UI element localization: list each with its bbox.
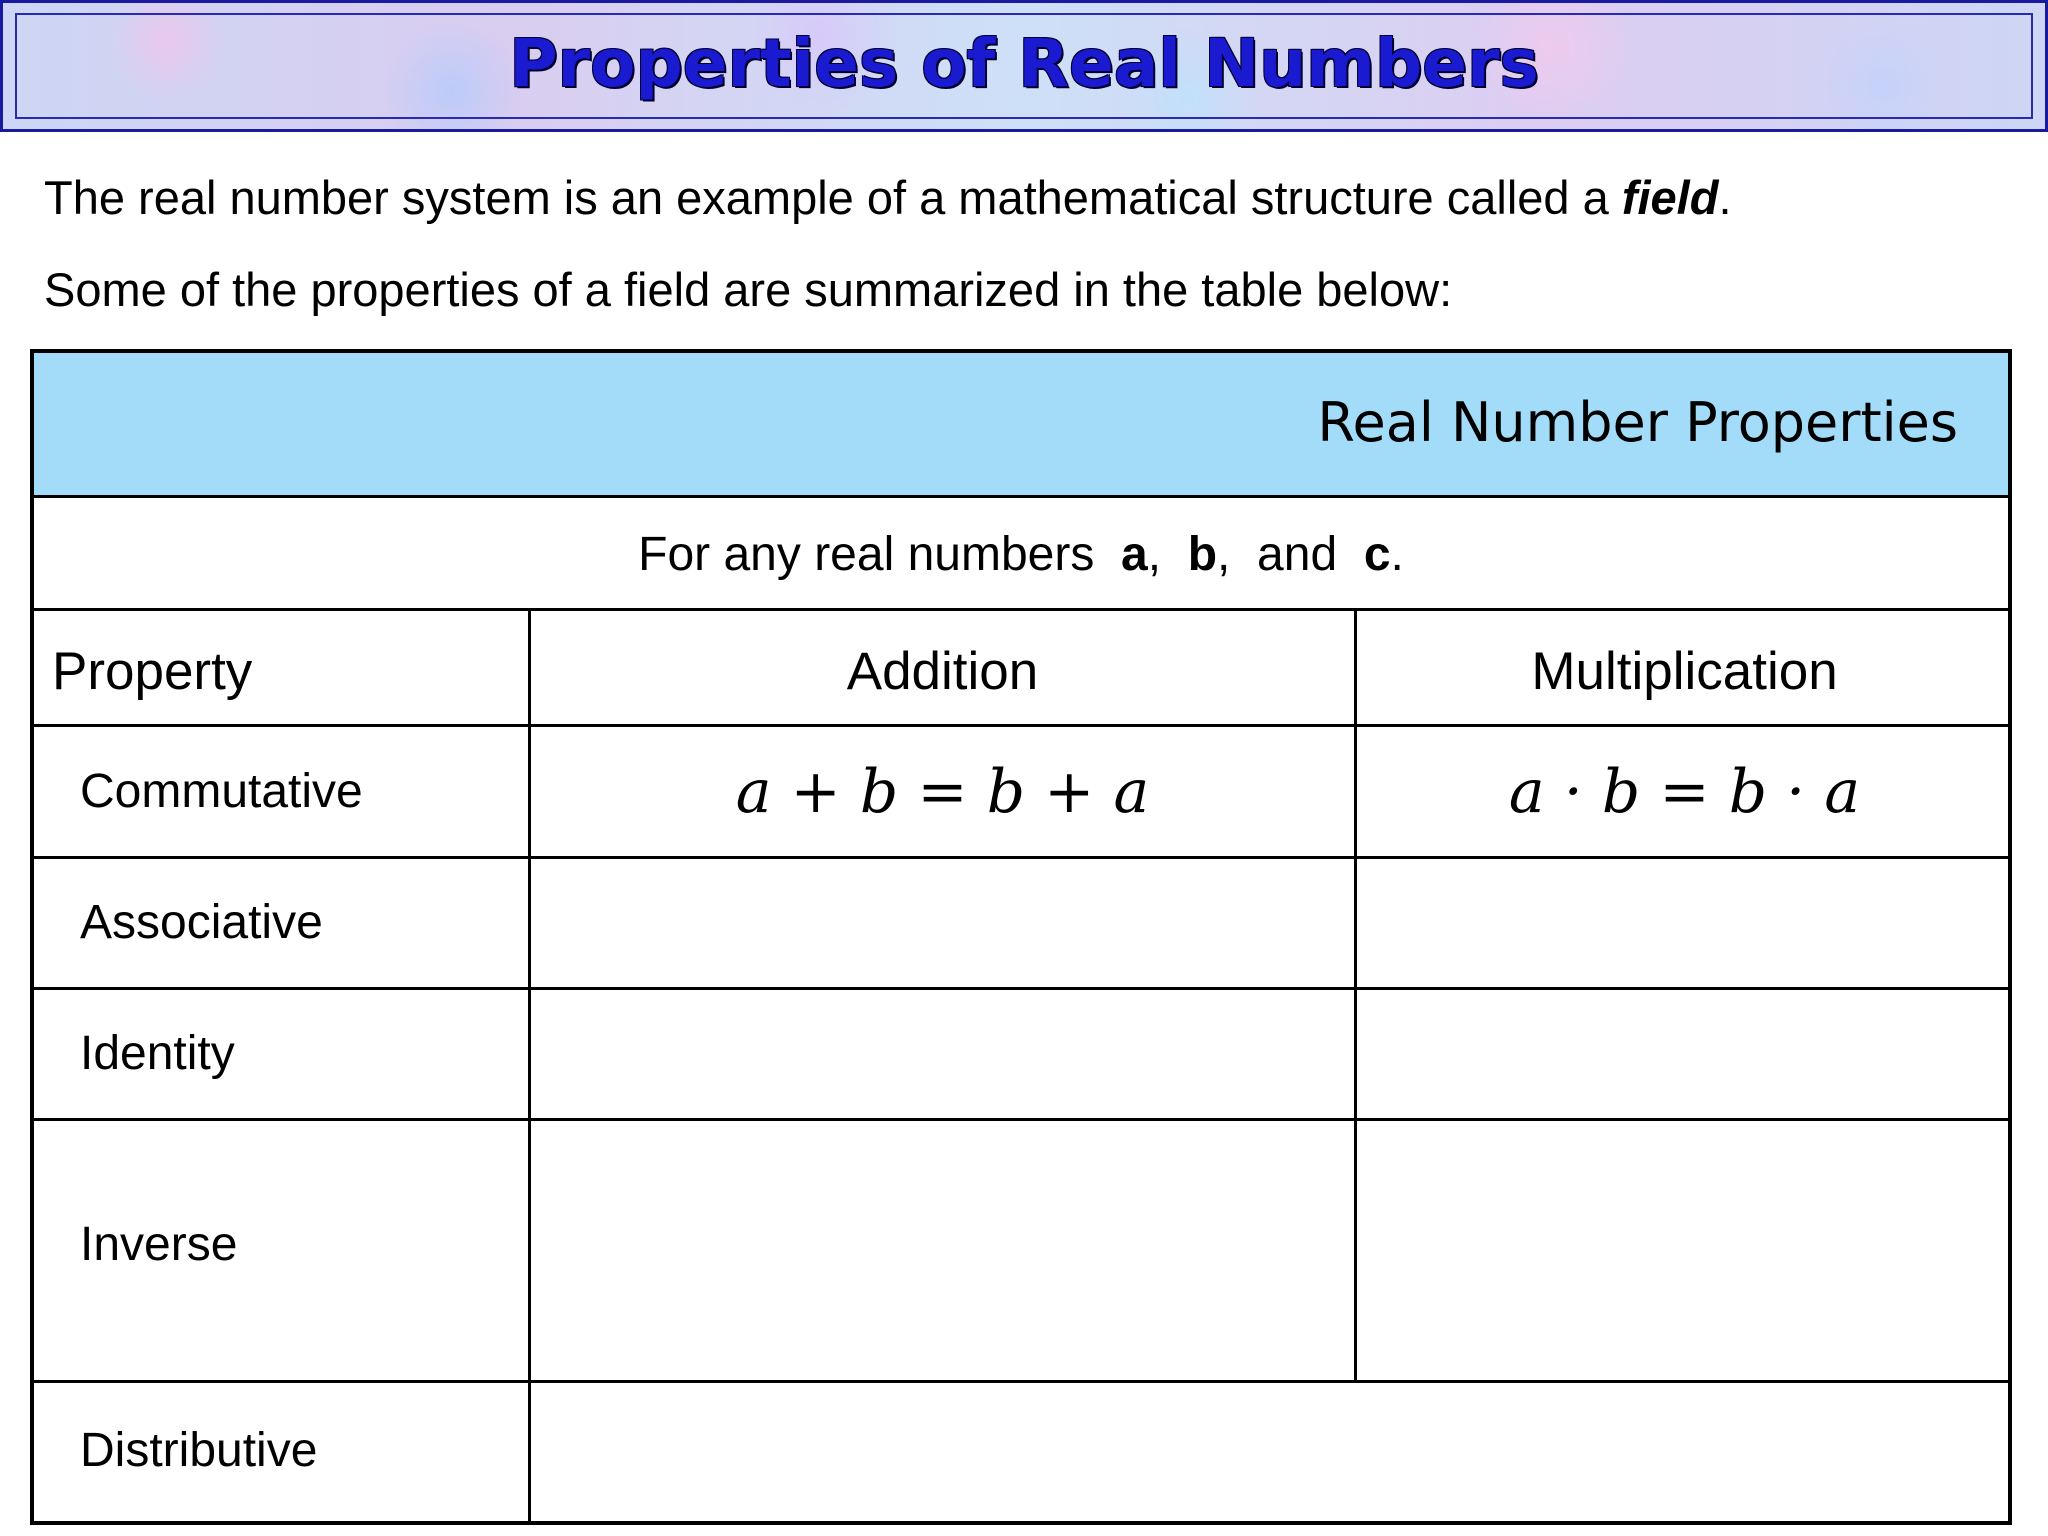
intro-line-2: Some of the properties of a field are summarized in the table below: [44, 263, 1453, 316]
page-title: Properties of Real Numbers [509, 25, 1539, 102]
divider [1354, 608, 1357, 1383]
variable-b: b [1187, 528, 1218, 581]
row-label-inverse: Inverse [80, 1218, 238, 1271]
column-header-addition: Addition [846, 642, 1039, 701]
commutative-multiplication-formula: a · b = b · a [1508, 757, 1861, 827]
title-banner [0, 0, 2048, 132]
divider [34, 495, 2008, 498]
column-header-property: Property [52, 642, 253, 701]
intro-field-term: field [1621, 171, 1719, 224]
variable-c: c [1363, 528, 1391, 581]
intro-line-1-period: . [1718, 171, 1732, 224]
divider [34, 987, 2008, 990]
intro-line-1-text: The real number system is an example of a mathematical structure called a [44, 171, 1622, 224]
divider [34, 1380, 2008, 1383]
divider [34, 608, 2008, 611]
row-label-commutative: Commutative [80, 765, 363, 818]
properties-table [30, 349, 2012, 1525]
row-label-identity: Identity [80, 1027, 235, 1080]
divider [34, 724, 2008, 727]
divider [34, 856, 2008, 859]
column-header-multiplication: Multiplication [1531, 642, 1838, 701]
row-label-associative: Associative [80, 896, 323, 949]
subtitle-prefix: For any real numbers [638, 528, 1095, 581]
table-header [34, 353, 2008, 495]
divider [528, 608, 531, 1521]
row-label-distributive: Distributive [80, 1424, 318, 1477]
divider [34, 1118, 2008, 1121]
commutative-addition-formula: a + b = b + a [735, 757, 1150, 827]
table-subtitle: For any real numbers a, b, and c. [638, 528, 1404, 581]
table-title: Real Number Properties [1317, 391, 1958, 454]
subtitle-and: and [1257, 528, 1338, 581]
variable-a: a [1120, 528, 1148, 581]
intro-line-1 [44, 170, 1732, 225]
